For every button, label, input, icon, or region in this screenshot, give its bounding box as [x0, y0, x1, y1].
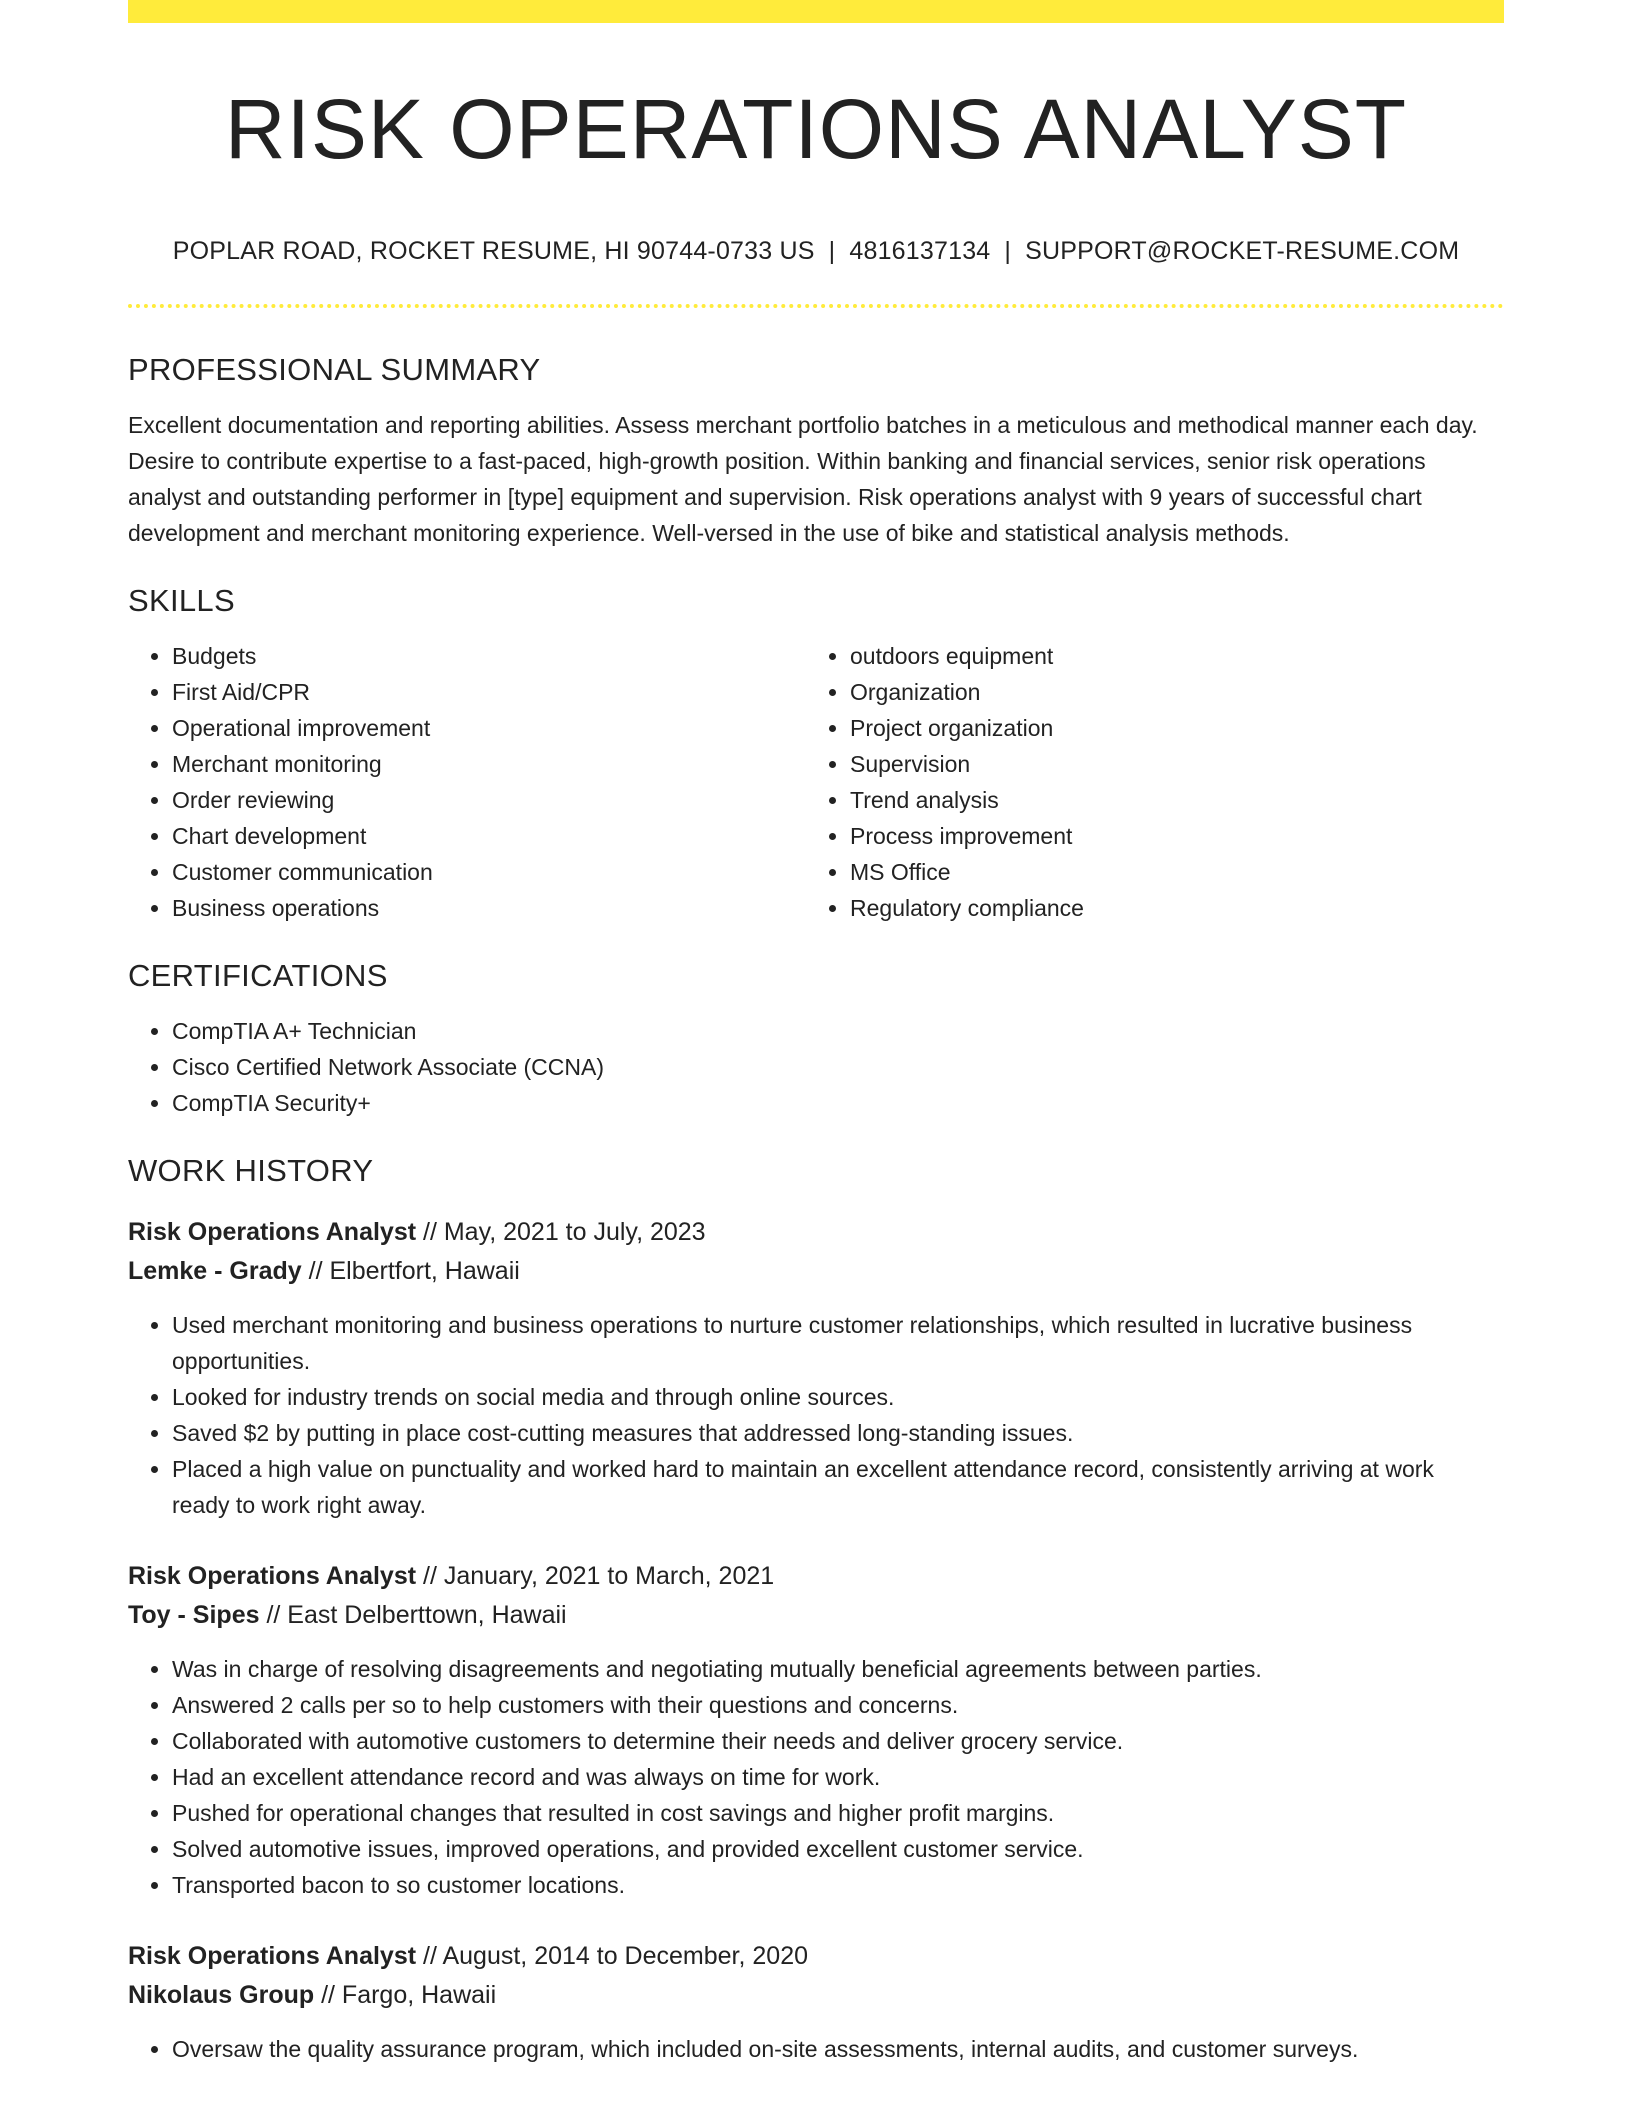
job-role: Risk Operations Analyst — [128, 1562, 417, 1590]
job-dates: // May, 2021 to July, 2023 — [423, 1218, 706, 1246]
job-company: Nikolaus Group — [128, 1981, 315, 2009]
job-role: Risk Operations Analyst — [128, 1218, 417, 1246]
skills-columns — [128, 638, 1504, 926]
job-entry — [128, 1557, 1504, 1903]
skill-item: • Business operations — [172, 890, 806, 926]
work-history-heading: WORK HISTORY — [128, 1153, 374, 1188]
resume-page — [128, 0, 1504, 2067]
skill-item: • Regulatory compliance — [850, 890, 1484, 926]
job-bullets — [128, 2031, 1504, 2067]
certifications-list — [128, 1013, 1504, 1121]
skill-item: • MS Office — [850, 854, 1484, 890]
contact-address: POPLAR ROAD, ROCKET RESUME, HI 90744-0733 US — [172, 237, 815, 265]
job-bullet: • Solved automotive issues, improved operations, and provided excellent customer service. — [172, 1831, 1504, 1867]
certification-item: • CompTIA Security+ — [172, 1085, 1504, 1121]
skill-item: • Organization — [850, 674, 1484, 710]
skill-item: • Trend analysis — [850, 782, 1484, 818]
contact-email: SUPPORT@ROCKET-RESUME.COM — [1025, 237, 1460, 265]
job-role-line — [128, 1213, 1504, 1252]
certifications-heading: CERTIFICATIONS — [128, 958, 388, 993]
dotted-divider — [128, 304, 1504, 308]
job-bullet: • Had an excellent attendance record and was always on time for work. — [172, 1759, 1504, 1795]
job-bullet: • Answered 2 calls per so to help customers with their questions and concerns. — [172, 1687, 1504, 1723]
skill-item: • Project organization — [850, 710, 1484, 746]
job-bullet: • Oversaw the quality assurance program, which included on-site assessments, internal audits, and customer surveys. — [172, 2031, 1504, 2067]
skills-heading: SKILLS — [128, 583, 235, 618]
skill-item: • Order reviewing — [172, 782, 806, 818]
job-role: Risk Operations Analyst — [128, 1942, 417, 1970]
skills-list-left — [128, 638, 806, 926]
job-entry — [128, 1937, 1504, 2067]
job-company-line — [128, 1976, 1504, 2015]
skill-item: • Process improvement — [850, 818, 1484, 854]
job-bullet: • Looked for industry trends on social media and through online sources. — [172, 1379, 1504, 1415]
job-company-line — [128, 1252, 1504, 1291]
skill-item: • Budgets — [172, 638, 806, 674]
skill-item: • Chart development — [172, 818, 806, 854]
job-dates: // August, 2014 to December, 2020 — [423, 1942, 809, 1970]
resume-title: RISK OPERATIONS ANALYST — [224, 82, 1408, 176]
job-location: // Elbertfort, Hawaii — [308, 1257, 520, 1285]
summary-heading: PROFESSIONAL SUMMARY — [128, 352, 541, 387]
skill-item: • Operational improvement — [172, 710, 806, 746]
job-bullet: • Pushed for operational changes that resulted in cost savings and higher profit margins. — [172, 1795, 1504, 1831]
accent-top-bar — [128, 0, 1504, 23]
job-company: Toy - Sipes — [128, 1601, 260, 1629]
job-bullet: • Was in charge of resolving disagreements and negotiating mutually beneficial agreements between parties. — [172, 1651, 1504, 1687]
skill-item: • Customer communication — [172, 854, 806, 890]
contact-line — [128, 235, 1504, 267]
job-location: // Fargo, Hawaii — [321, 1981, 497, 2009]
job-bullet: • Saved $2 by putting in place cost-cutting measures that addressed long-standing issues. — [172, 1415, 1504, 1451]
job-bullets — [128, 1651, 1504, 1903]
job-entry — [128, 1213, 1504, 1523]
job-bullets — [128, 1307, 1504, 1523]
skill-item: • outdoors equipment — [850, 638, 1484, 674]
job-role-line — [128, 1937, 1504, 1976]
certification-item: • CompTIA A+ Technician — [172, 1013, 1504, 1049]
summary-text: Excellent documentation and reporting abilities. Assess merchant portfolio batches in a meticulous and methodical manner each day. Desire to contribute expertise to a fast-paced, high-growth position. Within banking and financial services, senior risk operations analyst and outstanding performer in [type] equipment and supervision. Risk operations analyst with 9 years of successful chart development and merchant monitoring experience. Well-versed in the use of bike and statistical analysis methods. — [128, 412, 1478, 546]
contact-phone: 4816137134 — [849, 237, 991, 265]
job-company: Lemke - Grady — [128, 1257, 302, 1285]
skill-item: • Merchant monitoring — [172, 746, 806, 782]
skill-item: • Supervision — [850, 746, 1484, 782]
contact-separator: | — [828, 237, 836, 265]
job-role-line — [128, 1557, 1504, 1596]
job-bullet: • Used merchant monitoring and business operations to nurture customer relationships, which resulted in lucrative business opportunities. — [172, 1307, 1504, 1379]
job-company-line — [128, 1596, 1504, 1635]
job-location: // East Delberttown, Hawaii — [266, 1601, 567, 1629]
job-bullet: • Placed a high value on punctuality and worked hard to maintain an excellent attendance record, consistently arriving at work ready to work right away. — [172, 1451, 1504, 1523]
skills-list-right — [806, 638, 1484, 926]
skill-item: • First Aid/CPR — [172, 674, 806, 710]
job-bullet: • Transported bacon to so customer locations. — [172, 1867, 1504, 1903]
certification-item: • Cisco Certified Network Associate (CCNA) — [172, 1049, 1504, 1085]
contact-separator: | — [1004, 237, 1012, 265]
job-bullet: • Collaborated with automotive customers to determine their needs and deliver grocery service. — [172, 1723, 1504, 1759]
job-dates: // January, 2021 to March, 2021 — [423, 1562, 775, 1590]
